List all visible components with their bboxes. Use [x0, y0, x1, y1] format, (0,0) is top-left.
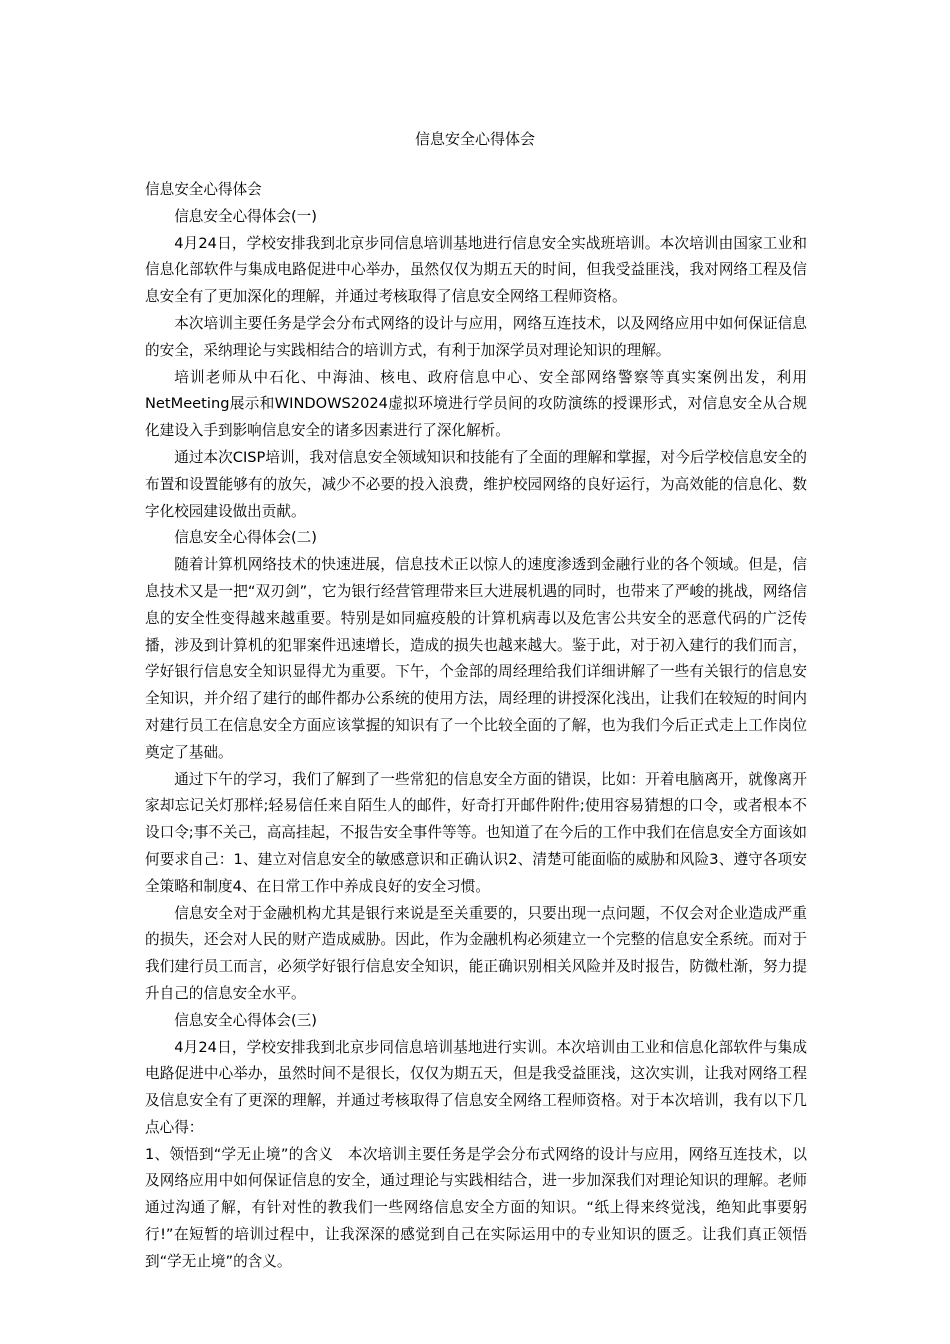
paragraph: 随着计算机网络技术的快速进展，信息技术正以惊人的速度渗透到金融行业的各个领域。但是，信息技术又是一把“双刃剑”，它为银行经营管理带来巨大进展机遇的同时，也带来了严峻的挑战，网络信息的安全性变得越来越重要。特别是如同瘟疫般的计算机病毒以及危害公共安全的恶意代码的广泛传播，涉及到计算机的犯罪案件迅速增长，造成的损失也越来越大。鉴于此，对于初入建行的我们而言，学好银行信息安全知识显得尤为重要。下午，个金部的周经理给我们详细讲解了一些有关银行的信息安全知识，并介绍了建行的邮件都办公系统的使用方法，周经理的讲授深化浅出，让我们在较短的时间内对建行员工在信息安全方面应该掌握的知识有了一个比较全面的了解，也为我们今后正式走上工作岗位奠定了基础。 [145, 556, 807, 761]
paragraph: 通过下午的学习，我们了解到了一些常犯的信息安全方面的错误，比如：开着电脑离开，就像离开家却忘记关灯那样;轻易信任来自陌生人的邮件，好奇打开邮件附件;使用容易猜想的口令，或者根本不设口令;事不关己，高高挂起，不报告安全事件等等。也知道了在今后的工作中我们在信息安全方面该如何要求自己：1、建立对信息安全的敏感意识和正确认识2、清楚可能面临的威胁和风险3、遵守各项安全策略和制度4、在日常工作中养成良好的安全习惯。 [145, 770, 807, 895]
section-heading: 信息安全心得体会(二) [174, 529, 317, 547]
paragraph: 1、领悟到“学无止境”的含义 本次培训主要任务是学会分布式网络的设计与应用，网络互连技术，以及网络应用中如何保证信息的安全，通过理论与实践相结合，进一步加深我们对理论知识的理解。老师通过沟通了解，有针对性的教我们一些网络信息安全方面的知识。“纸上得来终觉浅，绝知此事要躬行!”在短暂的培训过程中，让我深深的感觉到自己在实际运用中的专业知识的匮乏。让我们真正领悟到“学无止境”的含义。 [145, 1145, 807, 1270]
paragraph: 通过本次CISP培训，我对信息安全领域知识和技能有了全面的理解和掌握，对今后学校信息安全的布置和设置能够有的放矢，减少不必要的投入浪费，维护校园网络的良好运行，为高效能的信息化、数字化校园建设做出贡献。 [145, 448, 807, 520]
section-heading: 信息安全心得体会(一) [174, 207, 317, 225]
section-heading: 信息安全心得体会(三) [174, 1011, 317, 1029]
document-body [145, 177, 807, 1276]
document-title: 信息安全心得体会 [414, 130, 535, 148]
paragraph: 本次培训主要任务是学会分布式网络的设计与应用，网络互连技术，以及网络应用中如何保证信息的安全，采纳理论与实践相结合的培训方式，有利于加深学员对理论知识的理解。 [145, 314, 807, 359]
paragraph: 信息安全对于金融机构尤其是银行来说是至关重要的，只要出现一点问题，不仅会对企业造成严重的损失，还会对人民的财产造成威胁。因此，作为金融机构必须建立一个完整的信息安全系统。而对于我们建行员工而言，必须学好银行信息安全知识，能正确识别相关风险并及时报告，防微杜渐，努力提升自己的信息安全水平。 [145, 904, 807, 1002]
paragraph: 4月24日，学校安排我到北京步同信息培训基地进行信息安全实战班培训。本次培训由国家工业和信息化部软件与集成电路促进中心举办，虽然仅仅为期五天的时间，但我受益匪浅，我对网络工程及信息安全有了更加深化的理解，并通过考核取得了信息安全网络工程师资格。 [145, 234, 807, 306]
paragraph: 4月24日，学校安排我到北京步同信息培训基地进行实训。本次培训由工业和信息化部软件与集成电路促进中心举办，虽然时间不是很长，仅仅为期五天，但是我受益匪浅，这次实训，让我对网络工程及信息安全有了更深的理解，并通过考核取得了信息安全网络工程师资格。对于本次培训，我有以下几点心得： [145, 1038, 807, 1136]
paragraph: 信息安全心得体会 [145, 181, 262, 198]
paragraph: 培训老师从中石化、中海油、核电、政府信息中心、安全部网络警察等真实案例出发，利用NetMeeting展示和WINDOWS2024虚拟环境进行学员间的攻防演练的授课形式，对信息安全从合规化建设入手到影响信息安全的诸多因素进行了深化解析。 [145, 368, 807, 440]
